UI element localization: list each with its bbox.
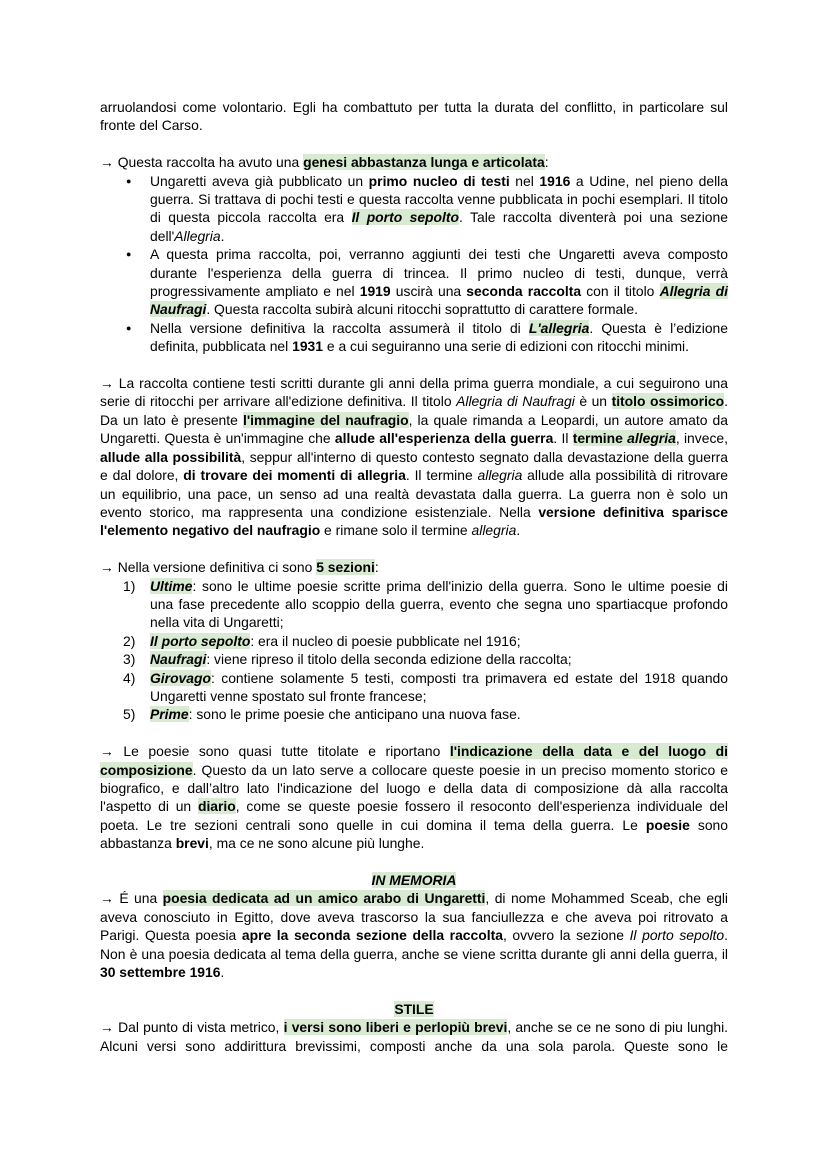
list-number: 1) — [123, 577, 136, 594]
highlighted-text: Allegria di Naufragi — [150, 283, 728, 318]
italic-text: Allegria di Naufragi — [456, 393, 575, 410]
text-run: . — [516, 522, 521, 539]
text-run: : sono le prime poesie che anticipano una nuova fase. — [188, 706, 521, 723]
paragraph — [100, 153, 728, 171]
bullet-marker: ● — [126, 249, 132, 260]
text-run: , seppur all'interno di questo contesto segnato dalla devastazione della guerra e dal dolore, — [100, 448, 728, 484]
highlighted-text: genesi abbastanza lunga e articolata — [303, 154, 545, 171]
text-run: e rimane solo il termine — [320, 522, 472, 539]
text-run: , come se queste poesie fossero il resoconto dell'esperienza individuale del poeta. Le tre sezioni centrali sono quelle in cui domina il tema della guerra. Le — [100, 798, 728, 833]
bold-text: poesie — [645, 816, 690, 833]
bullet-item — [100, 245, 728, 319]
text-run: , la quale rimanda a Leopardi, un autore amato da Ungaretti. Questa è un'immagine che — [100, 411, 728, 447]
text-run: arruolandosi come volontario. Egli ha combattuto per tutta la durata del conflitto, in particolare sul fronte del Carso. — [100, 99, 728, 134]
text-run: , ma ce ne sono alcune più lunghe. — [208, 835, 425, 852]
text-run: Ungaretti aveva già pubblicato un — [150, 172, 369, 189]
text-run: , anche se ce ne sono di piu lunghi. Alcuni versi sono addirittura brevissimi, composti anche da una sola parola. Queste sono le — [100, 1019, 729, 1054]
text-run: . Il — [553, 430, 573, 447]
text-run: allude alla possibilità di ritrovare un equilibrio, una pace, un senso ad una realtà devastata dalla guerra. La guerra non è solo un evento storico, ma rappresenta una condizione esistenziale. Nella — [100, 467, 728, 520]
section — [100, 742, 728, 852]
text-run: e a cui seguiranno una serie di edizioni con ritocchi minimi. — [323, 338, 689, 355]
text-run: . Non è una poesia dedicata al tema della guerra, anche se viene scritta durante gli anni della guerra, il — [100, 927, 728, 962]
section — [100, 374, 728, 540]
numbered-item — [100, 632, 728, 650]
text-run: nel — [509, 172, 540, 189]
text-run: a Udine, nel pieno della guerra. Si trattava di pochi testi e questa raccolta venne pubblicata in pochi esemplari. Il titolo di questa piccola raccolta era — [150, 172, 728, 226]
bold-text: 1931 — [292, 338, 324, 355]
bold-text: allude alla possibilità — [100, 448, 242, 465]
highlighted-text: diario — [197, 798, 236, 815]
bold-text: allude all'esperienza della guerra — [334, 430, 554, 447]
highlighted-text: Naufragi — [150, 651, 207, 668]
text-run: : era il nucleo di poesie pubblicate nel 1916; — [250, 632, 521, 649]
text-run: . Da un lato è presente — [100, 393, 728, 428]
highlighted-text: 5 sezioni — [316, 559, 375, 576]
paragraph — [100, 1018, 728, 1055]
italic-text: allegria — [477, 467, 523, 484]
highlighted-text: l'indicazione della data e del luogo di composizione — [100, 743, 728, 778]
list-number: 2) — [123, 632, 136, 649]
section-heading — [100, 871, 728, 889]
numbered-item — [100, 669, 728, 706]
section — [100, 1000, 728, 1055]
paragraph — [100, 374, 728, 540]
text-run: , ovvero la sezione — [502, 927, 630, 944]
italic-text: Allegria — [174, 227, 221, 244]
bold-text: primo nucleo di testi — [368, 172, 510, 189]
highlighted-text: l'immagine del naufragio — [242, 411, 409, 428]
list-number: 5) — [123, 706, 136, 723]
text-run: → La raccolta contiene testi scritti durante gli anni della prima guerra mondiale, a cui seguirono una serie di ritocchi per arrivare all'edizione definitiva. Il titolo — [100, 375, 728, 410]
highlighted-text: poesia dedicata ad un amico arabo di Ungaretti — [162, 890, 486, 907]
bullet-marker: ● — [126, 322, 132, 333]
highlighted-text: Il porto sepolto — [351, 209, 459, 226]
numbered-list — [100, 577, 728, 724]
bold-text: seconda raccolta — [466, 283, 582, 300]
text-run: A questa prima raccolta, poi, verranno aggiunti dei testi che Ungaretti aveva composto durante l'esperienza della guerra di trincea. Il primo nucleo di testi, dunque, verrà progressivamente ampliato e nel — [150, 246, 728, 300]
bold-text: 30 settembre 1916 — [100, 964, 221, 981]
paragraph — [100, 742, 728, 852]
text-run: , invece, — [675, 430, 728, 447]
text-run: : sono le ultime poesie scritte prima dell'inizio della guerra. Sono le ultime poesie di una fase precedente allo scoppio della guerra, evento che segna uno spartiacque profondo nella vita di Ungaretti; — [150, 577, 728, 631]
highlighted-text: Ultime — [150, 577, 193, 594]
text-run: → Le poesie sono quasi tutte titolate e riportano — [100, 743, 450, 760]
text-run: : — [544, 154, 549, 171]
section — [100, 98, 728, 135]
highlighted-text: STILE — [394, 1000, 434, 1017]
text-run: , di nome Mohammed Sceab, che egli aveva conosciuto in Egitto, dove aveva trascorso la sua fanciullezza e che aveva poi ritrovato a Parigi. Questa poesia — [100, 890, 728, 944]
text-run: → É una — [100, 890, 163, 907]
text-run: : viene ripreso il titolo della seconda edizione della raccolta; — [206, 651, 572, 668]
text-run: è un — [574, 393, 612, 410]
text-run: : contiene solamente 5 testi, composti tra primavera ed estate del 1918 quando Ungaretti venne spostato sul fronte francese; — [150, 669, 728, 704]
section — [100, 153, 728, 355]
text-run: . — [220, 227, 225, 244]
text-run: . — [220, 964, 225, 981]
paragraph — [100, 558, 728, 576]
section-heading — [100, 1000, 728, 1018]
highlighted-text: L'allegria — [528, 319, 590, 336]
list-number: 4) — [123, 669, 136, 686]
italic-text: allegria — [471, 522, 517, 539]
text-run: . Questa raccolta subirà alcuni ritocchi soprattutto di carattere formale. — [206, 301, 638, 318]
bullet-item — [100, 319, 728, 356]
bullet-marker: ● — [126, 175, 132, 186]
highlighted-text: Prime — [150, 706, 189, 723]
highlighted-text: allegria — [627, 430, 676, 447]
text-run: . Tale raccolta diventerà poi una sezione dell' — [150, 209, 728, 244]
bold-text: brevi — [175, 835, 209, 852]
bullet-list — [100, 172, 728, 356]
paragraph — [100, 889, 728, 981]
text-run: → Questa raccolta ha avuto una — [100, 154, 304, 171]
text-run: . Il termine — [405, 467, 478, 484]
bold-text: 1919 — [359, 283, 391, 300]
document-body — [100, 98, 728, 1073]
highlighted-text: Girovago — [150, 669, 211, 686]
text-run: sono abbastanza — [100, 816, 729, 852]
numbered-item — [100, 650, 728, 668]
highlighted-text: Il porto sepolto — [150, 632, 251, 649]
bold-text: versione definitiva sparisce l'elemento negativo del naufragio — [100, 503, 728, 539]
text-run: con il titolo — [581, 283, 660, 300]
text-run: Nella versione definitiva la raccolta assumerà il titolo di — [150, 319, 529, 336]
text-run: : — [374, 559, 379, 576]
numbered-item — [100, 705, 728, 723]
section — [100, 558, 728, 724]
bold-text: di trovare dei momenti di allegria — [183, 467, 406, 484]
highlighted-text: IN MEMORIA — [371, 871, 457, 888]
bullet-item — [100, 172, 728, 246]
bold-text: 1916 — [539, 172, 571, 189]
text-run: → Nella versione definitiva ci sono — [100, 559, 317, 576]
highlighted-text: titolo ossimorico — [611, 393, 725, 410]
paragraph — [100, 98, 728, 135]
text-run: . Questo da un lato serve a collocare queste poesie in un preciso momento storico e biografico, e dall’altro lato l'indicazione del luogo e della data di composizione dà alla raccolta l'aspetto di un — [100, 761, 728, 815]
italic-text: Il porto sepolto — [629, 927, 725, 944]
text-run: . Questa è l’edizione definita, pubblicata nel — [150, 319, 728, 355]
bold-text: apre la seconda sezione della raccolta — [241, 927, 503, 944]
numbered-item — [100, 577, 728, 632]
text-run: uscirà una — [390, 283, 467, 300]
list-number: 3) — [123, 651, 136, 668]
highlighted-text: termine — [572, 430, 628, 447]
section — [100, 871, 728, 981]
highlighted-text: i versi sono liberi e perlopiù brevi — [283, 1019, 508, 1036]
text-run: → Dal punto di vista metrico, — [100, 1019, 284, 1036]
